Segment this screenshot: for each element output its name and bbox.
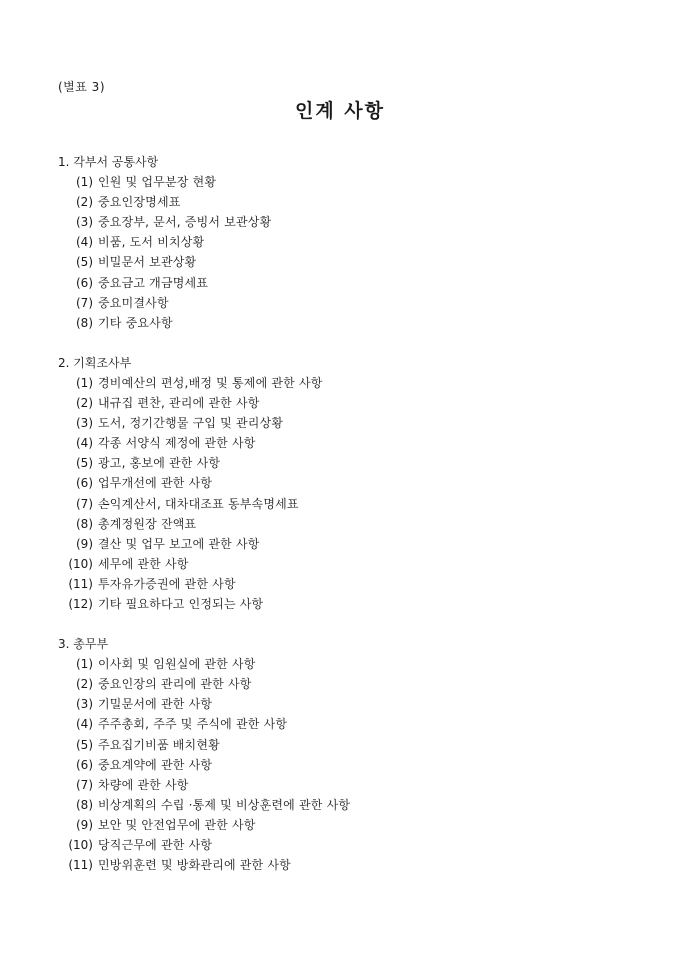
section-2 [58, 353, 658, 614]
item-text: 중요인장의 관리에 관한 사항 [98, 677, 252, 692]
list-item [58, 252, 658, 272]
item-text: 중요장부, 문서, 증빙서 보관상황 [98, 215, 272, 230]
list-item [58, 714, 658, 734]
item-text: 각종 서양식 제정에 관한 사항 [98, 436, 256, 451]
list-item [58, 373, 658, 393]
item-number: (7) [76, 295, 93, 310]
list-item [58, 855, 658, 875]
item-number: (9) [76, 536, 93, 551]
item-number: (6) [76, 476, 93, 491]
item-number: (3) [76, 697, 93, 712]
item-number: (1) [76, 657, 93, 672]
list-item [58, 313, 658, 333]
item-text: 세무에 관한 사항 [98, 556, 189, 571]
item-text: 결산 및 업무 보고에 관한 사항 [98, 536, 260, 551]
item-number: (4) [76, 717, 93, 732]
item-text: 중요계약에 관한 사항 [98, 757, 213, 772]
section-heading: 3. 총무부 [58, 637, 109, 652]
item-text: 이사회 및 임원실에 관한 사항 [98, 657, 256, 672]
item-text: 기타 필요하다고 인정되는 사항 [98, 596, 264, 611]
list-item [58, 654, 658, 674]
list-item [58, 594, 658, 614]
item-number: (2) [76, 677, 93, 692]
item-number: (6) [76, 757, 93, 772]
item-number: (4) [76, 436, 93, 451]
list-item [58, 232, 658, 252]
section-3 [58, 634, 658, 875]
item-number: (8) [76, 797, 93, 812]
appendix-reference: (별표 3) [58, 80, 105, 94]
list-item [58, 433, 658, 453]
item-number: (11) [68, 858, 93, 873]
item-number: (8) [76, 516, 93, 531]
list-item [58, 473, 658, 493]
item-number: (7) [76, 777, 93, 792]
item-text: 경비예산의 편성,배정 및 통제에 관한 사항 [98, 375, 323, 390]
section-list [58, 152, 658, 895]
list-item [58, 534, 658, 554]
item-number: (11) [68, 576, 93, 591]
item-number: (8) [76, 315, 93, 330]
item-number: (12) [68, 596, 93, 611]
section-heading: 1. 각부서 공통사항 [58, 155, 159, 169]
list-item [58, 393, 658, 413]
section-heading: 2. 기획조사부 [58, 355, 132, 370]
item-number: (5) [76, 456, 93, 471]
item-number: (6) [76, 275, 93, 290]
list-item [58, 835, 658, 855]
item-text: 주주총회, 주주 및 주식에 관한 사항 [98, 717, 288, 732]
list-item [58, 554, 658, 574]
list-item [58, 694, 658, 714]
list-item [58, 755, 658, 775]
list-item [58, 273, 658, 293]
list-item [58, 212, 658, 232]
list-item [58, 172, 658, 192]
item-number: (7) [76, 496, 93, 511]
item-text: 주요집기비품 배치현황 [98, 737, 220, 752]
item-text: 손익계산서, 대차대조표 동부속명세표 [98, 496, 299, 511]
item-text: 차량에 관한 사항 [98, 777, 189, 792]
list-item [58, 494, 658, 514]
item-number: (5) [76, 737, 93, 752]
item-number: (2) [76, 195, 93, 210]
item-text: 인원 및 업무분장 현황 [98, 175, 217, 190]
item-number: (10) [68, 838, 93, 852]
item-number: (4) [76, 235, 93, 250]
section-1 [58, 152, 658, 333]
item-number: (3) [76, 215, 93, 230]
document-title: 인계 사항 [294, 100, 386, 122]
item-text: 중요미결사항 [98, 295, 169, 310]
list-item [58, 735, 658, 755]
item-text: 도서, 정기간행물 구입 및 관리상황 [98, 416, 284, 431]
item-text: 당직근무에 관한 사항 [98, 838, 213, 852]
item-text: 비밀문서 보관상황 [98, 255, 197, 270]
list-item [58, 514, 658, 534]
list-item [58, 775, 658, 795]
item-text: 비품, 도서 비치상황 [98, 235, 205, 250]
item-text: 총계정원장 잔액표 [98, 516, 197, 531]
list-item [58, 795, 658, 815]
item-number: (1) [76, 175, 93, 190]
item-text: 내규집 편찬, 관리에 관한 사항 [98, 396, 260, 411]
item-text: 업무개선에 관한 사항 [98, 476, 213, 491]
item-text: 보안 및 안전업무에 관한 사항 [98, 817, 256, 832]
item-number: (10) [68, 556, 93, 571]
item-text: 민방위훈련 및 방화관리에 관한 사항 [98, 858, 291, 873]
item-number: (1) [76, 375, 93, 390]
item-text: 투자유가증권에 관한 사항 [98, 576, 236, 591]
item-text: 기타 중요사항 [98, 315, 173, 330]
list-item [58, 293, 658, 313]
list-item [58, 413, 658, 433]
item-number: (3) [76, 416, 93, 431]
item-text: 중요인장명세표 [98, 195, 181, 210]
item-text: 중요금고 개금명세표 [98, 275, 209, 290]
list-item [58, 674, 658, 694]
item-text: 광고, 홍보에 관한 사항 [98, 456, 221, 471]
list-item [58, 815, 658, 835]
item-text: 기밀문서에 관한 사항 [98, 697, 213, 712]
list-item [58, 574, 658, 594]
item-number: (5) [76, 255, 93, 270]
list-item [58, 192, 658, 212]
item-text: 비상계획의 수립 ·통제 및 비상훈련에 관한 사항 [98, 797, 351, 812]
item-number: (2) [76, 396, 93, 411]
list-item [58, 453, 658, 473]
item-number: (9) [76, 817, 93, 832]
